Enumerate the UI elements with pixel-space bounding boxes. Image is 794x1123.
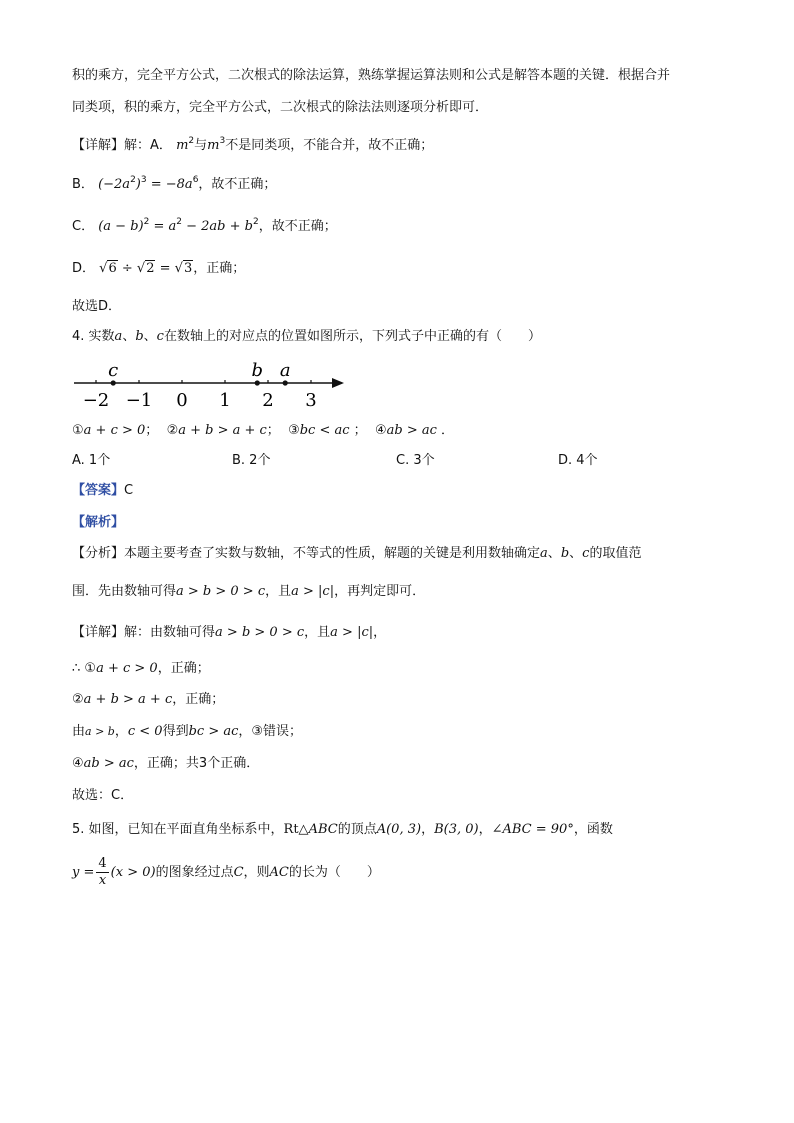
q3-choice: 故选D．	[72, 299, 122, 314]
q4-analysis-tag: 【解析】	[72, 515, 125, 530]
intro-line-2: 同类项，积的乘方，完全平方公式，二次根式的除法法则逐项分析即可．	[72, 100, 489, 115]
q4-fenxi-1: 【分析】本题主要考查了实数与数轴，不等式的性质，解题的关键是利用数轴确定a、b、c的取值范	[72, 546, 642, 561]
axis-tick-label: −1	[125, 390, 153, 411]
q4-detail-4: 由a > b，c < 0得到bc > ac，③错误；	[72, 724, 303, 739]
axis-tick-label: 1	[219, 390, 231, 411]
sqrt-3: √3	[174, 261, 193, 276]
q4-detail-1: 【详解】解：由数轴可得a > b > 0 > c，且a > |c|，	[72, 625, 387, 640]
intro-line-1: 积的乘方，完全平方公式，二次根式的除法运算，熟练掌握运算法则和公式是解答本题的关键．根据合并	[72, 68, 671, 83]
axis-tick-label: 3	[305, 390, 317, 411]
axis-tick-label: 0	[176, 390, 188, 411]
option-b[interactable]: B. 2个	[232, 453, 271, 468]
q4-detail-2: ∴ ①a + c > 0，正确；	[72, 661, 210, 676]
option-d[interactable]: D. 4个	[558, 453, 598, 468]
axis-point-c	[111, 380, 116, 385]
axis-point-label: c	[108, 360, 119, 381]
sqrt-2: √2	[136, 261, 155, 276]
axis-tick-label: −2	[82, 390, 110, 411]
option-a[interactable]: A. 1个	[72, 453, 111, 468]
sqrt-6: √6	[99, 261, 117, 276]
fraction-4-over-x: $\frac{4}{x}$	[98, 856, 107, 888]
axis-point-label: a	[279, 360, 291, 381]
q4-statements: ①a + c > 0； ②a + b > a + c； ③bc < ac ； ④ab > ac ．	[72, 423, 455, 438]
q5-stem-1: 5. 如图，已知在平面直角坐标系中，Rt△ABC的顶点A(0, 3)，B(3, 0)，∠ABC = 90°，函数	[72, 822, 613, 837]
answer-value: C	[124, 483, 134, 498]
q4-stem: 4. 实数a、b、c在数轴上的对应点的位置如图所示，下列式子中正确的有（ ）	[72, 329, 541, 344]
axis-point-b	[255, 380, 260, 385]
axis-point-a	[283, 380, 288, 385]
q4-detail-5: ④ab > ac，正确；共3个正确．	[72, 756, 260, 771]
axis-arrow-icon	[332, 378, 344, 388]
q3-option-d: D． √6 ÷ √2 = √3，正确；	[72, 261, 246, 276]
answer-tag: 【答案】	[72, 483, 125, 498]
q3-option-b: B． $(-2a^2)^3 = -8a^6$，故不正确；	[72, 175, 277, 192]
q3-detail-a: 【详解】解：A． $m^2$与$m^3$不是同类项，不能合并，故不正确；	[72, 136, 434, 153]
detail-tag: 【详解】	[72, 138, 125, 153]
q5-stem-2: y = $\frac{4}{x}$ (x > 0)的图象经过点C，则AC的长为（ ）	[72, 856, 380, 888]
q4-fenxi-2: 围．先由数轴可得a > b > 0 > c，且a > |c|，再判定即可．	[72, 584, 426, 599]
axis-point-label: b	[251, 360, 264, 381]
q4-choice: 故选：C．	[72, 788, 134, 803]
option-c[interactable]: C. 3个	[396, 453, 435, 468]
q3-option-c: C． $(a - b)^2 = a^2 - 2ab + b^2$，故不正确；	[72, 217, 337, 234]
q4-answer	[72, 481, 133, 501]
number-line	[60, 356, 360, 414]
axis-tick-label: 2	[262, 390, 274, 411]
q4-detail-3: ②a + b > a + c，正确；	[72, 692, 225, 707]
